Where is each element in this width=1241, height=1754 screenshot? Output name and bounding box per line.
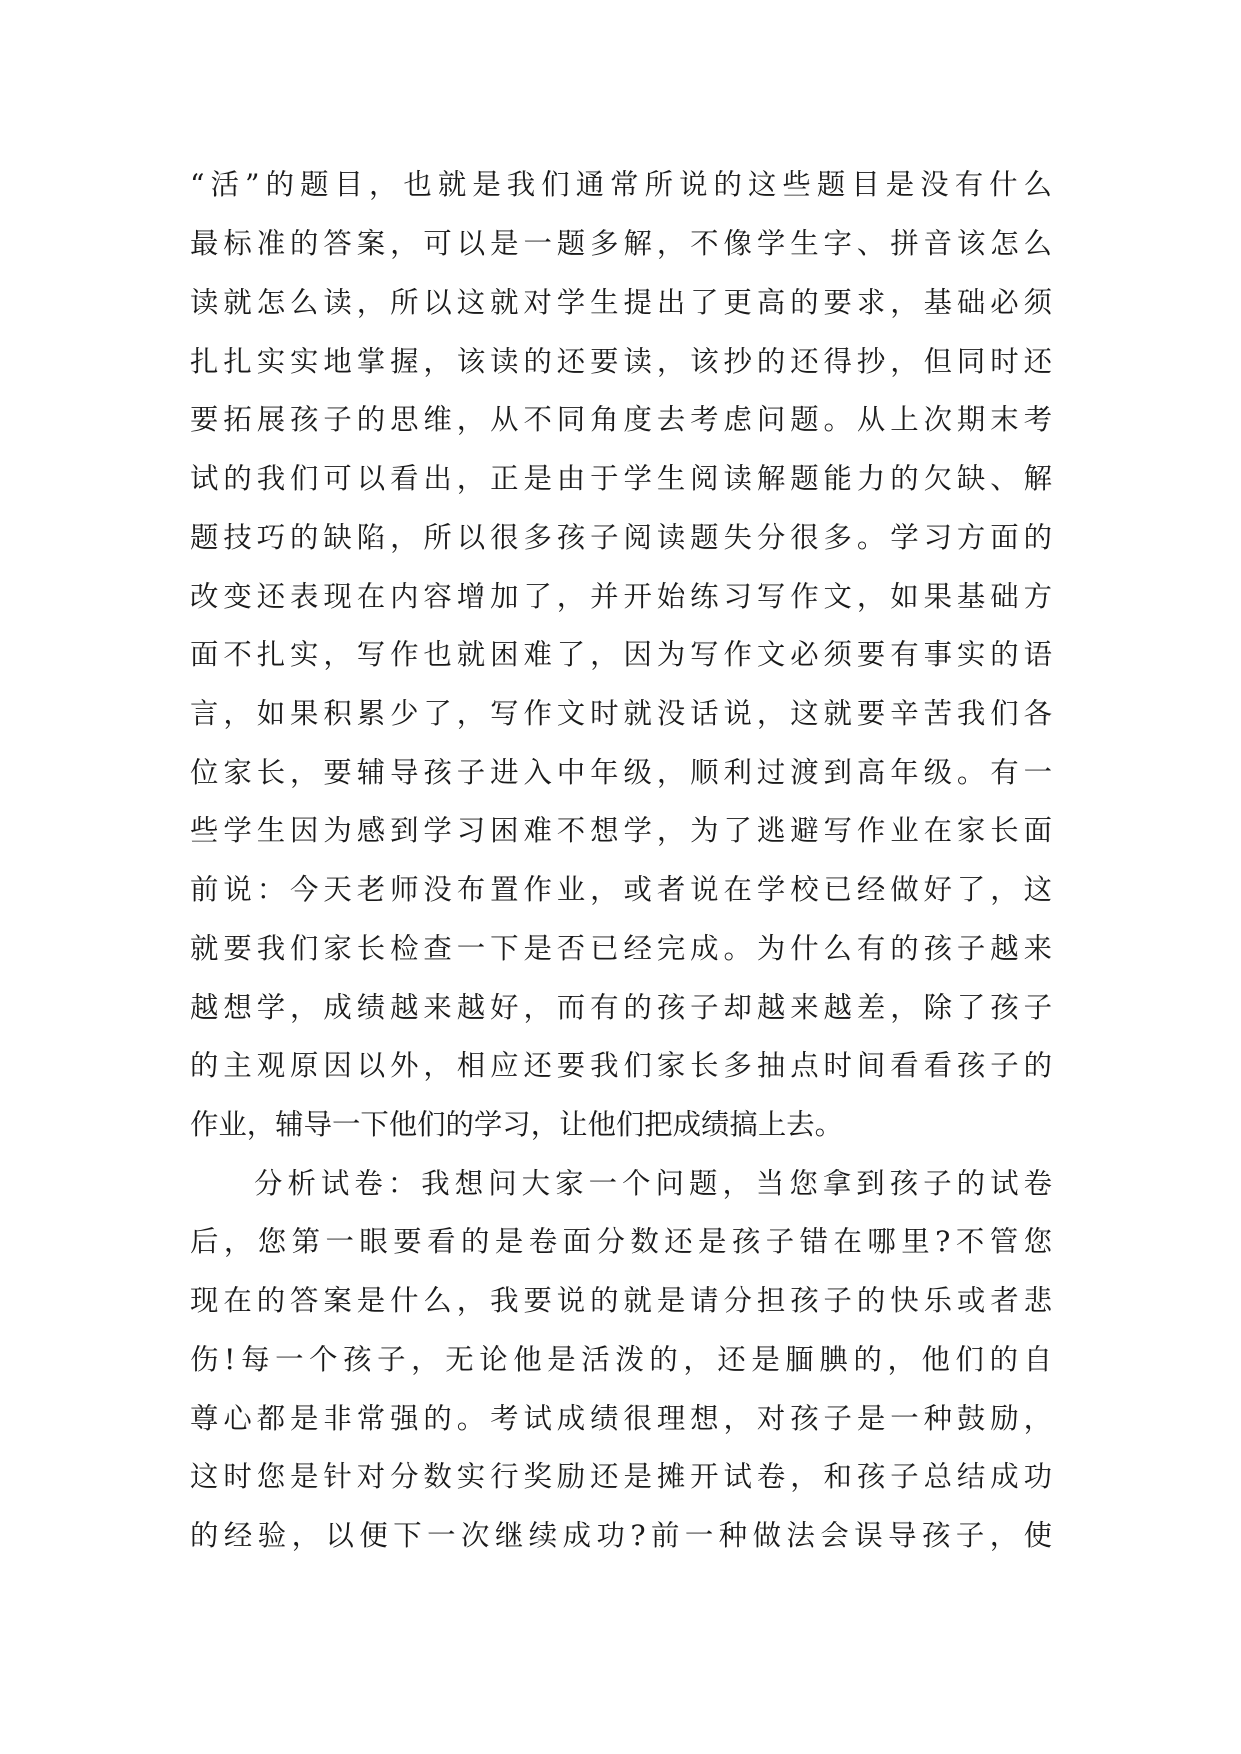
text-line: 些学生因为感到学习困难不想学，为了逃避写作业在家长面 — [190, 814, 1052, 847]
text-line: 要拓展孩子的思维，从不同角度去考虑问题。从上次期末考 — [190, 403, 1052, 436]
text-line: 位家长，要辅导孩子进入中年级，顺利过渡到高年级。有一 — [190, 756, 1052, 789]
text-line: 改变还表现在内容增加了，并开始练习写作文，如果基础方 — [190, 580, 1052, 613]
text-line: 试的我们可以看出，正是由于学生阅读解题能力的欠缺、解 — [190, 462, 1052, 495]
text-line: “活”的题目，也就是我们通常所说的这些题目是没有什么 — [190, 168, 1052, 201]
text-line: 后，您第一眼要看的是卷面分数还是孩子错在哪里?不管您 — [190, 1225, 1052, 1258]
text-line: 就要我们家长检查一下是否已经完成。为什么有的孩子越来 — [190, 932, 1052, 965]
text-line: 题技巧的缺陷，所以很多孩子阅读题失分很多。学习方面的 — [190, 521, 1052, 554]
text-line: 扎扎实实地掌握，该读的还要读，该抄的还得抄，但同时还 — [190, 345, 1052, 378]
text-line: 言，如果积累少了，写作文时就没话说，这就要辛苦我们各 — [190, 697, 1052, 730]
text-line: 前说：今天老师没布置作业，或者说在学校已经做好了，这 — [190, 873, 1052, 906]
text-line: 越想学，成绩越来越好，而有的孩子却越来越差，除了孩子 — [190, 991, 1052, 1024]
text-line: 面不扎实，写作也就困难了，因为写作文必须要有事实的语 — [190, 638, 1052, 671]
text-line: 作业，辅导一下他们的学习，让他们把成绩搞上去。 — [190, 1108, 843, 1141]
text-line: 伤!每一个孩子，无论他是活泼的，还是腼腆的，他们的自 — [190, 1343, 1052, 1376]
text-line: 最标准的答案，可以是一题多解，不像学生字、拼音该怎么 — [190, 227, 1052, 260]
paragraph-first-line: 分析试卷：我想问大家一个问题，当您拿到孩子的试卷 — [254, 1167, 1052, 1200]
text-line: 的经验，以便下一次继续成功?前一种做法会误导孩子，使 — [190, 1519, 1052, 1552]
text-line: 现在的答案是什么，我要说的就是请分担孩子的快乐或者悲 — [190, 1284, 1052, 1317]
text-line: 读就怎么读，所以这就对学生提出了更高的要求，基础必须 — [190, 286, 1052, 319]
text-line: 这时您是针对分数实行奖励还是摊开试卷，和孩子总结成功 — [190, 1460, 1052, 1493]
text-line: 的主观原因以外，相应还要我们家长多抽点时间看看孩子的 — [190, 1049, 1052, 1082]
text-line: 尊心都是非常强的。考试成绩很理想，对孩子是一种鼓励， — [190, 1402, 1052, 1435]
